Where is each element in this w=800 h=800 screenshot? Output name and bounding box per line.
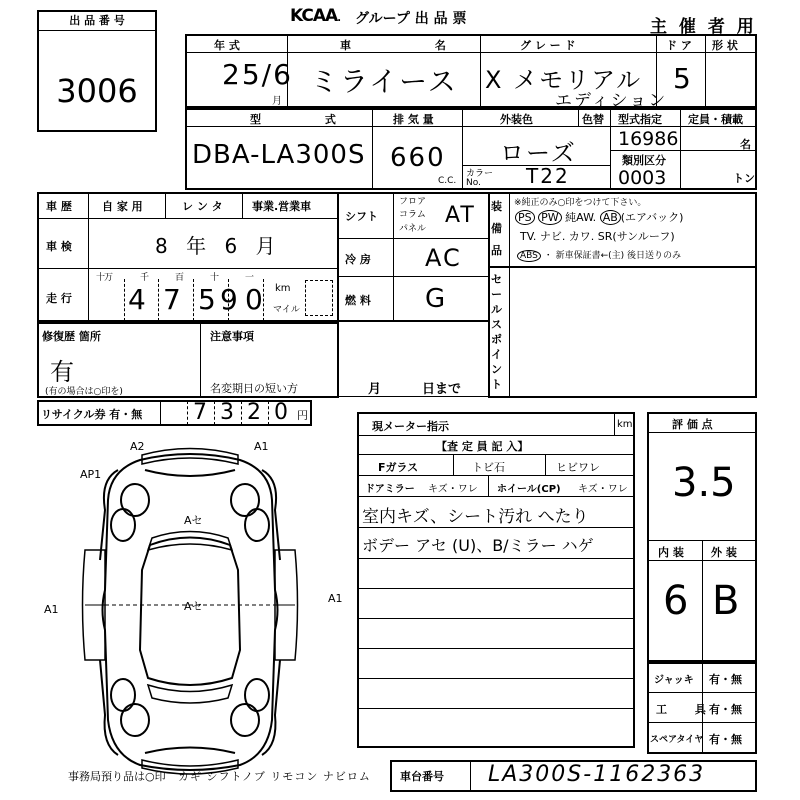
digit-label: 一 <box>245 273 255 283</box>
meter-unit: km <box>617 419 633 430</box>
model-value: DBA-LA300S <box>192 140 366 170</box>
year-value: 25/6 <box>222 58 293 91</box>
mileage-digit: 5 <box>198 283 218 316</box>
spare-label: スペアタイヤ <box>650 735 704 745</box>
grade-value-2: エディション <box>555 91 668 111</box>
shape-label: 形 状 <box>712 39 738 52</box>
chassis-value: LA300S-1162363 <box>488 762 706 787</box>
grade-label: グ レ ー ド <box>520 39 576 52</box>
sales-point-label: セールスポイント <box>491 273 502 391</box>
door-value: 5 <box>673 62 693 95</box>
capacity-label: 定員・積載 <box>688 113 743 126</box>
repair-value: 有 <box>50 358 76 386</box>
ac-label: 冷 房 <box>345 253 371 266</box>
fuel-value: G <box>425 284 448 314</box>
inspection-label: 車 検 <box>46 240 72 253</box>
interior-label: 内 装 <box>658 546 684 559</box>
sales-point-block <box>488 266 757 398</box>
digit-label: 千 <box>140 273 150 283</box>
exterior-value: B <box>712 578 742 624</box>
km-label: km <box>275 283 291 294</box>
shift-option: フロア <box>399 197 427 207</box>
equip-warranty: ・ 新車保証書←(主) 後日送りのみ <box>543 251 682 261</box>
rename-day: 日まで <box>422 382 462 397</box>
private-use-label: 自 家 用 <box>102 200 143 213</box>
mile-label: マイル <box>273 305 300 315</box>
wheel-label: ホイール(CP) <box>497 484 561 495</box>
mirror-label: ドアミラー <box>365 484 415 495</box>
brand-logo: KCAA. <box>290 6 341 26</box>
shift-value: AT <box>445 203 476 228</box>
spare-yes-no: 有・無 <box>709 733 742 746</box>
equipment-line2: TV. ナビ. カワ. SR(サンルーフ) <box>520 230 675 243</box>
mileage-label: 走 行 <box>46 292 72 305</box>
class-label: 類別区分 <box>622 154 666 167</box>
mileage-digit: 7 <box>163 283 183 316</box>
mileage-digit: 4 <box>128 283 148 316</box>
office-note: 事務局預り品は○印 <box>68 770 166 783</box>
exterior-label: 外 装 <box>711 546 737 559</box>
tools-yes-no: 有・無 <box>709 703 742 716</box>
damage-mark: Aセ <box>184 600 203 613</box>
recycle-digit: 3 <box>220 400 236 425</box>
recycle-label: リサイクル券 有・無 <box>41 408 143 421</box>
shift-label: シフト <box>345 210 378 223</box>
mileage-digit: 0 <box>245 283 265 316</box>
shift-option: コラム <box>399 210 426 220</box>
door-label: ド ア <box>666 39 692 52</box>
jack-label: ジャッキ <box>654 675 694 686</box>
damage-mark: A1 <box>44 603 59 616</box>
equipment-note: ※純正のみ○印をつけて下さい。 <box>514 198 647 208</box>
copy-label: 主 催 者 用 <box>650 17 757 37</box>
damage-mark: A1 <box>328 592 343 605</box>
glass-option-crack: ヒビワレ <box>556 461 600 474</box>
lot-box <box>37 10 157 132</box>
tools-label: 工 具 <box>656 703 718 716</box>
repair-label: 修復歴 箇所 <box>42 330 101 343</box>
displacement-label: 排 気 量 <box>393 113 434 126</box>
equipment-line3 <box>517 248 681 261</box>
damage-mark: A1 <box>254 440 269 453</box>
repair-note: (有の場合は○印を) <box>45 387 123 397</box>
equip-abs: ABS <box>517 250 541 262</box>
color-number-value: T22 <box>526 164 570 188</box>
meter-label: 現メーター指示 <box>372 420 449 433</box>
inspector-label: 【査 定 員 記 入】 <box>436 440 529 453</box>
interior-value: 6 <box>663 578 691 624</box>
office-items: カギ シフトノブ リモコン ナビロム <box>178 770 371 783</box>
displacement-unit: C.C. <box>438 176 457 186</box>
chassis-label: 車台番号 <box>400 770 444 783</box>
attention-label: 注意事項 <box>210 330 254 343</box>
history-label: 車 歴 <box>46 200 72 213</box>
rename-label: 名変期日の短い方 <box>210 382 298 395</box>
jack-yes-no: 有・無 <box>709 673 742 686</box>
ac-value: AC <box>425 244 462 272</box>
score-label: 評 価 点 <box>672 418 713 431</box>
lot-number: 3006 <box>56 72 138 110</box>
class-value: 0003 <box>618 167 667 189</box>
business-use-label: 事業.営業車 <box>252 200 312 213</box>
damage-mark: AP1 <box>80 468 102 481</box>
spec-label: 型式指定 <box>618 113 662 126</box>
equip-ab: AB <box>600 210 621 225</box>
recycle-digit: 7 <box>193 400 209 425</box>
damage-mark: Aセ <box>184 514 203 527</box>
color-change-label: 色替 <box>582 113 604 126</box>
equipment-line1 <box>515 209 683 225</box>
equip-ab-note: (エアバック) <box>620 211 684 224</box>
equipment-label: 装備品 <box>491 200 502 257</box>
lot-label: 出 品 番 号 <box>39 12 155 31</box>
digit-label: 十 <box>210 273 220 283</box>
glass-option-chip: トビ石 <box>472 461 505 474</box>
equip-ps: PS <box>515 210 535 225</box>
inspection-value: 8 年 6 月 <box>155 234 282 258</box>
model-label: 型 式 <box>250 113 366 126</box>
equip-pw: PW <box>538 210 562 225</box>
rental-label: レ ン タ <box>182 200 223 213</box>
recycle-digit: 2 <box>247 400 263 425</box>
capacity-unit-tons: トン <box>733 172 755 185</box>
name-label: 車 名 <box>340 39 486 52</box>
capacity-unit-persons: 名 <box>740 138 751 151</box>
glass-label: Fガラス <box>378 461 419 474</box>
yen-label: 円 <box>297 409 308 422</box>
year-label: 年 式 <box>214 39 240 52</box>
form-title: グループ 出 品 票 <box>355 11 467 27</box>
inspection-note-2: ボデー アセ (U)、B/ミラー ハゲ <box>362 536 594 555</box>
mirror-options: キズ・ワレ <box>428 484 478 495</box>
digit-label: 百 <box>175 273 185 283</box>
fuel-label: 燃 料 <box>345 294 371 307</box>
score-value: 3.5 <box>672 460 736 506</box>
mile-checkbox <box>305 280 333 316</box>
recycle-digit: 0 <box>274 400 290 425</box>
color-value: ローズ <box>500 139 577 167</box>
name-value: ミライース <box>310 65 458 98</box>
color-number-label: カラー No. <box>466 169 494 188</box>
color-label: 外装色 <box>500 113 533 126</box>
shift-option: パネル <box>399 224 427 234</box>
equip-aw: 純AW. <box>565 211 597 224</box>
rename-month: 月 <box>368 382 382 397</box>
digit-label: 万 <box>104 273 114 283</box>
mileage-digit: 9 <box>220 283 240 316</box>
displacement-value: 660 <box>390 143 446 173</box>
digit-label: 十 <box>96 273 106 283</box>
month-suffix: 月 <box>272 96 282 107</box>
damage-mark: A2 <box>130 440 145 453</box>
spec-value: 16986 <box>618 128 679 150</box>
grade-value-1: X メモリアル <box>485 66 643 94</box>
inspection-note-1: 室内キズ、シート汚れ へたり <box>362 507 589 527</box>
wheel-options: キズ・ワレ <box>578 484 628 495</box>
